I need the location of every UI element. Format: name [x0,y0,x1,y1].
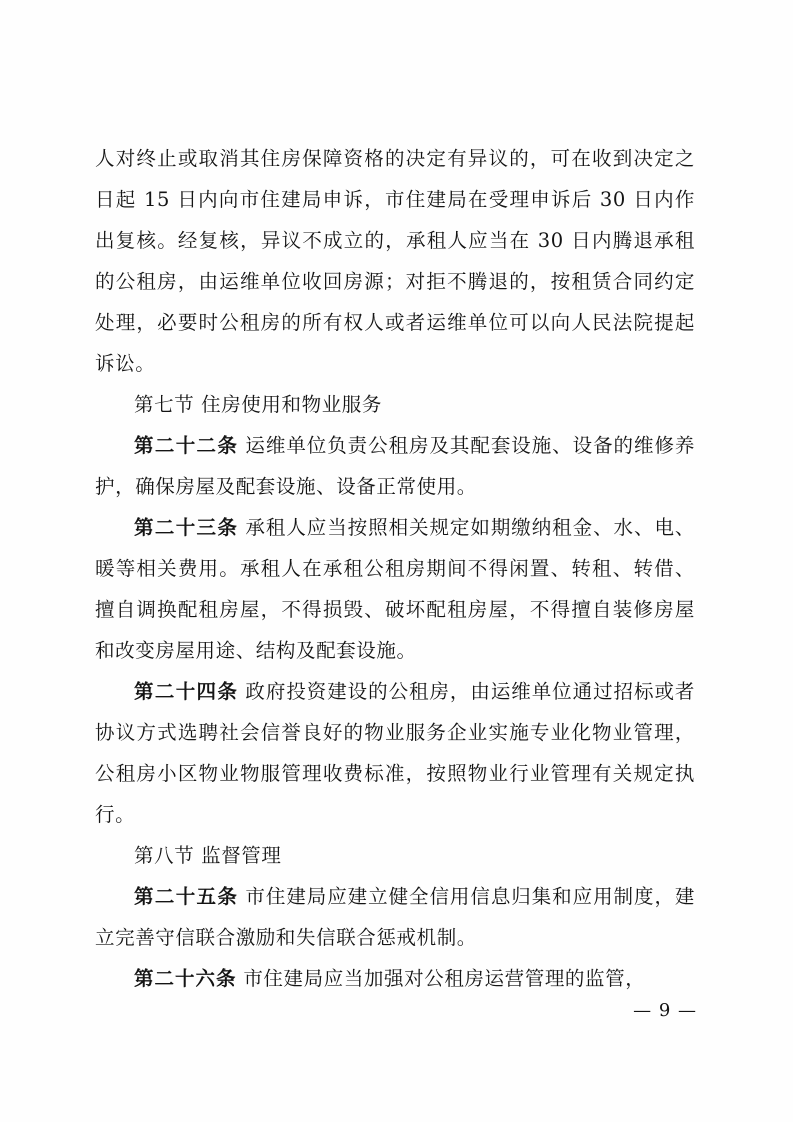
article-22 [95,425,695,507]
article-22-label: 第二十二条 [134,434,239,457]
article-23-text: 承租人应当按照相关规定如期缴纳租金、水、电、暖等相关费用。承租人在承租公租房期间不得闲置、转租、转借、擅自调换配租房屋，不得损毁、破坏配租房屋，不得擅自装修房屋和改变房屋用途、结构及配套设施。 [95,516,695,662]
article-24 [95,671,695,835]
article-26-label: 第二十六条 [134,967,237,990]
article-26 [95,958,695,999]
article-25-text: 市住建局应建立健全信用信息归集和应用制度，建立完善守信联合激励和失信联合惩戒机制。 [95,885,695,949]
article-26-text: 市住建局应当加强对公租房运营管理的监管， [236,967,646,990]
article-22-text: 运维单位负责公租房及其配套设施、设备的维修养护，确保房屋及配套设施、设备正常使用。 [95,434,695,498]
article-23-label: 第二十三条 [134,516,239,539]
article-25-label: 第二十五条 [134,885,239,908]
article-24-label: 第二十四条 [134,680,239,703]
article-25 [95,876,695,958]
article-23 [95,507,695,671]
article-24-text: 政府投资建设的公租房，由运维单位通过招标或者协议方式选聘社会信誉良好的物业服务企业实施专业化物业管理，公租房小区物业物服管理收费标准，按照物业行业管理有关规定执行。 [95,680,695,826]
section-heading-8: 第八节 监督管理 [134,844,282,867]
page-number: — 9 — [633,1000,697,1021]
paragraph-continuation: 人对终止或取消其住房保障资格的决定有异议的，可在收到决定之日起 15 日内向市住建局申诉，市住建局在受理申诉后 30 日内作出复核。经复核，异议不成立的，承租人应当在 30 日内腾退承租的公租房，由运维单位收回房源；对拒不腾退的，按租赁合同约定处理，必要时公租房的所有权人或者运维单位可以向人民法院提起诉讼。 [95,147,695,375]
section-heading-7: 第七节 住房使用和物业服务 [134,393,382,416]
document-body [95,138,695,999]
